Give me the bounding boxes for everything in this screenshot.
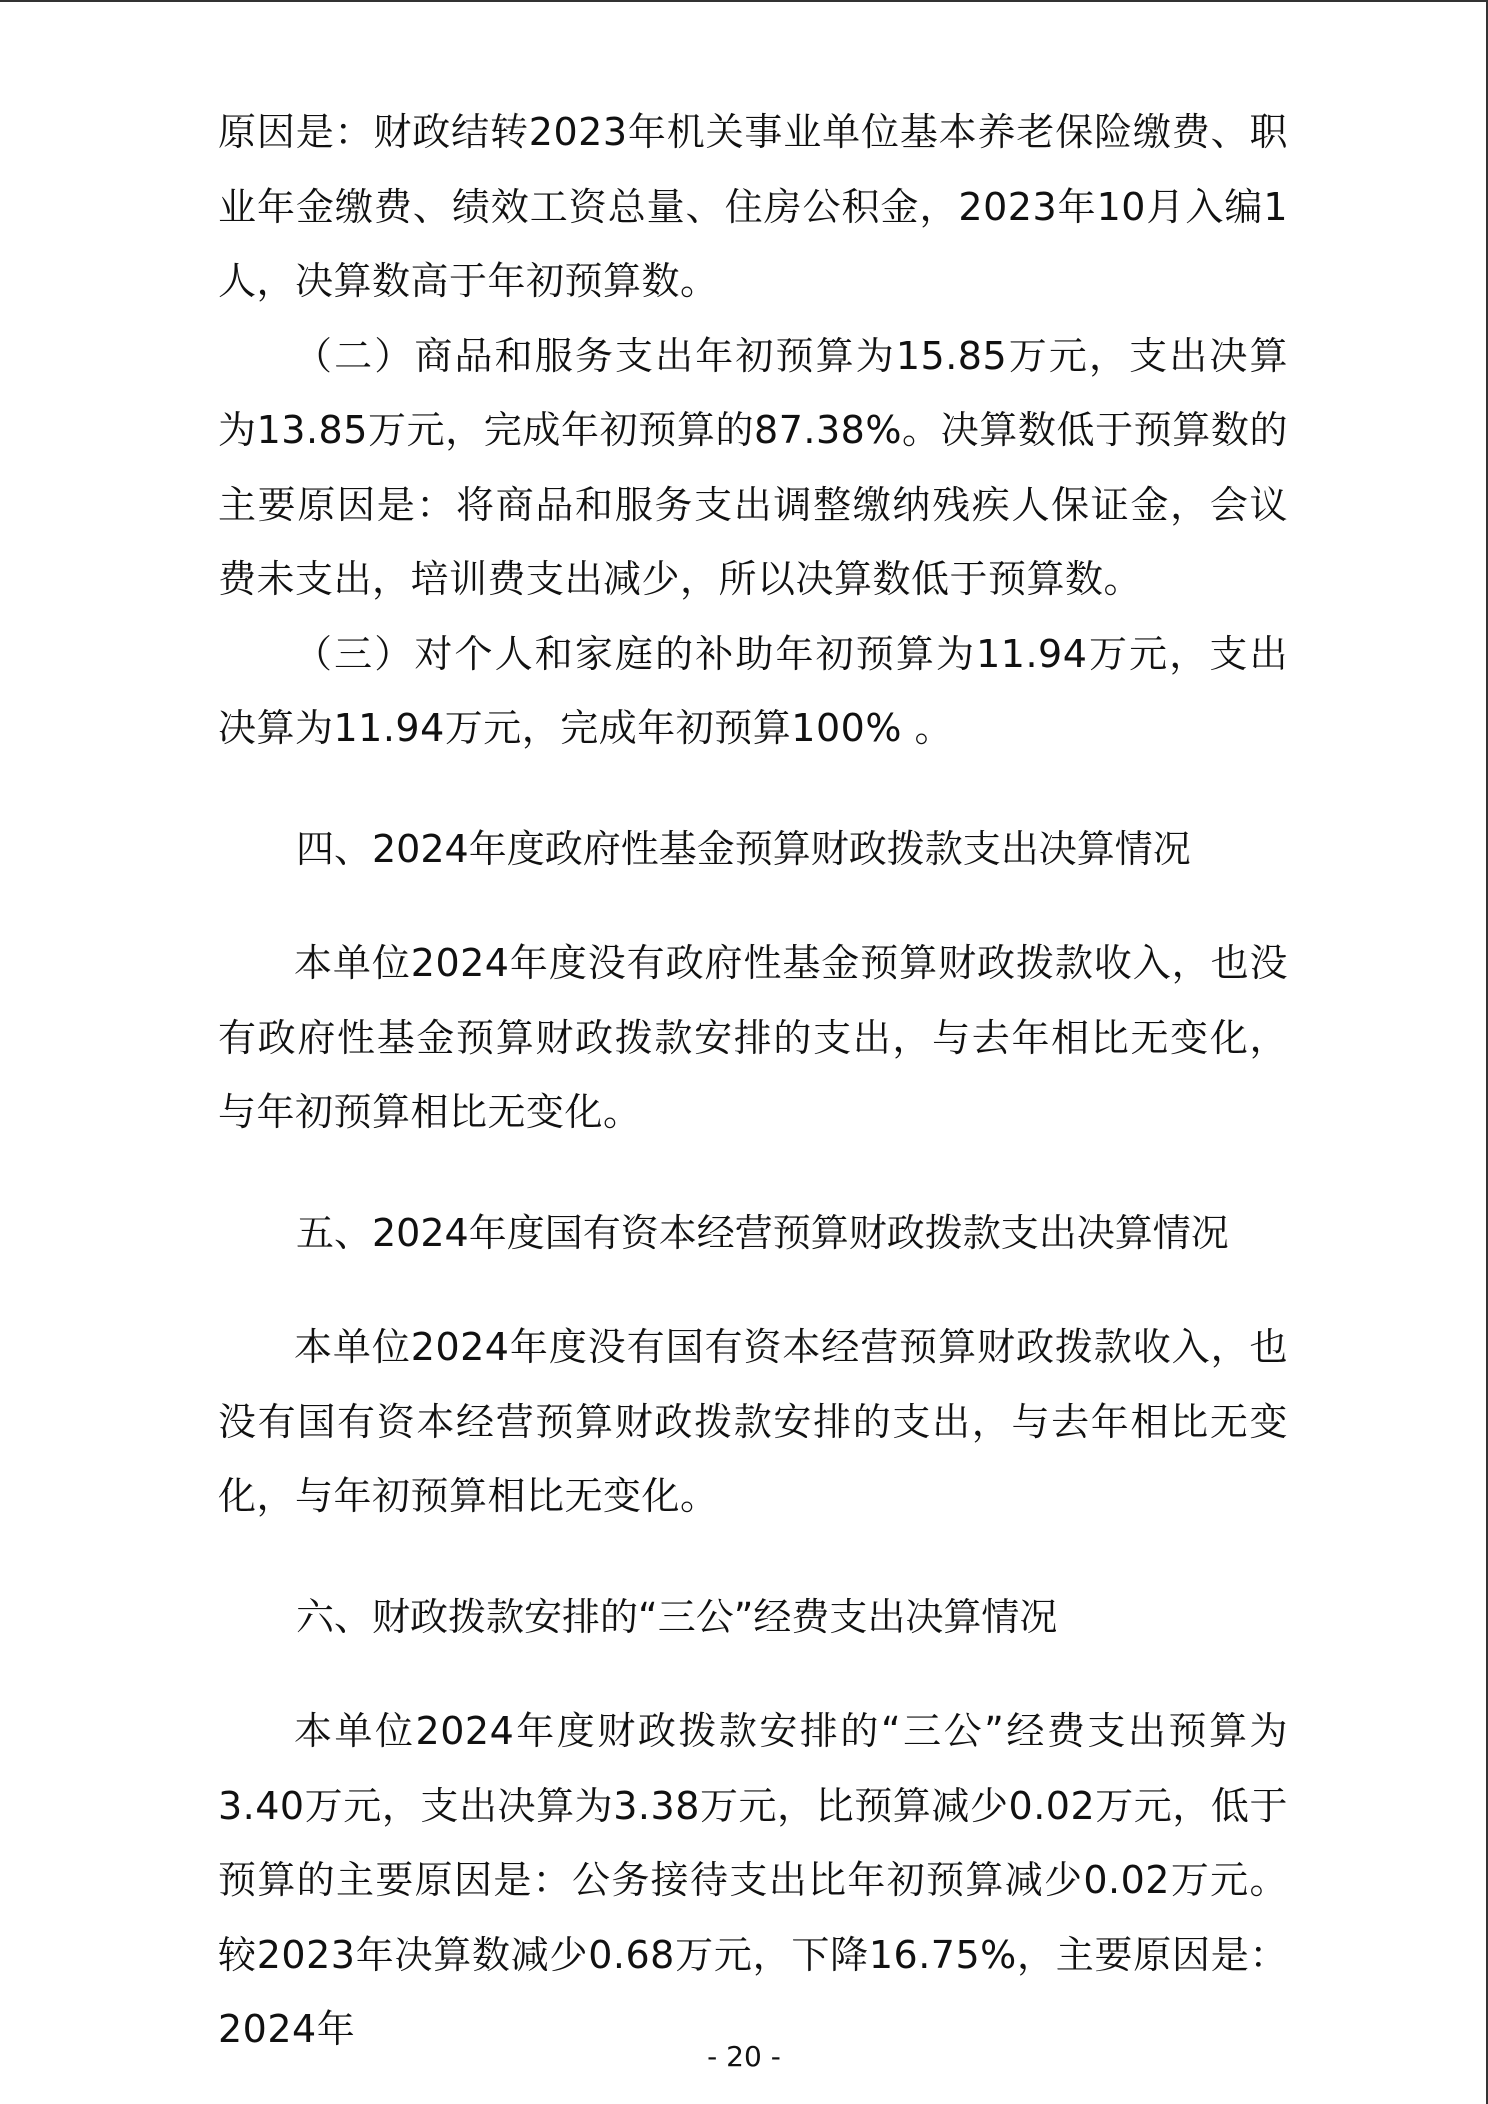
section-heading-government-fund: 四、2024年度政府性基金预算财政拨款支出决算情况 bbox=[296, 826, 1191, 871]
section-heading-three-public: 六、财政拨款安排的“三公”经费支出决算情况 bbox=[296, 1594, 1058, 1639]
paragraph-three-public: 本单位2024年度财政拨款安排的“三公”经费支出预算为3.40万元，支出决算为3.38万元，比预算减少0.02万元，低于预算的主要原因是：公务接待支出比年初预算减少0.02万元。较2023年决算数减少0.68万元，下降16.75%，主要原因是：2024年 bbox=[218, 1709, 1288, 2051]
paragraph-government-fund: 本单位2024年度没有政府性基金预算财政拨款收入，也没有政府性基金预算财政拨款安排的支出，与去年相比无变化，与年初预算相比无变化。 bbox=[218, 941, 1288, 1134]
section-heading-state-capital: 五、2024年度国有资本经营预算财政拨款支出决算情况 bbox=[296, 1210, 1229, 1255]
page-number: - 20 - bbox=[707, 2040, 781, 2073]
paragraph-state-capital: 本单位2024年度没有国有资本经营预算财政拨款收入，也没有国有资本经营预算财政拨款安排的支出，与去年相比无变化，与年初预算相比无变化。 bbox=[218, 1325, 1288, 1518]
paragraph-household-subsidy: （三）对个人和家庭的补助年初预算为11.94万元，支出决算为11.94万元，完成年初预算100% 。 bbox=[218, 631, 1288, 750]
paragraph-personnel-reason: 原因是：财政结转2023年机关事业单位基本养老保险缴费、职业年金缴费、绩效工资总量、住房公积金，2023年10月入编1人，决算数高于年初预算数。 bbox=[218, 110, 1288, 303]
document-body bbox=[218, 95, 1288, 2067]
paragraph-goods-services: （二）商品和服务支出年初预算为15.85万元，支出决算为13.85万元，完成年初预算的87.38%。决算数低于预算数的主要原因是：将商品和服务支出调整缴纳残疾人保证金，会议费未支出，培训费支出减少，所以决算数低于预算数。 bbox=[218, 333, 1288, 601]
